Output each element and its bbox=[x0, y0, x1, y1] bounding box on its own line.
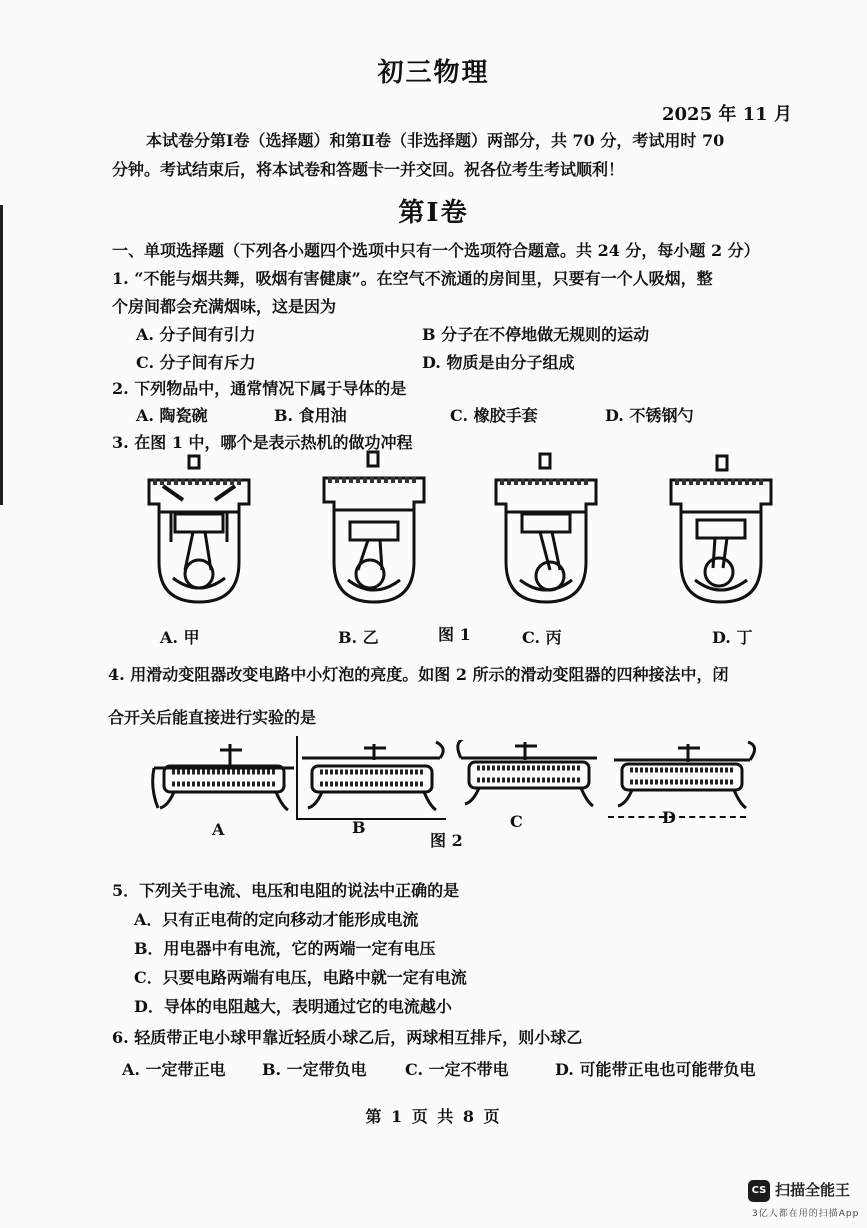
q3-stem: 3. 在图 1 中，哪个是表示热机的做功冲程 bbox=[112, 433, 413, 452]
q1-option-c: C. 分子间有斥力 bbox=[136, 353, 256, 372]
q3-option-c: C. 丙 bbox=[522, 628, 562, 647]
q1-stem-line-1: 1. “不能与烟共舞，吸烟有害健康”。在空气不流通的房间里，只要有一个人吸烟，整 bbox=[112, 269, 713, 288]
figure-2-caption: 图 2 bbox=[430, 831, 463, 850]
q1-option-d: D. 物质是由分子组成 bbox=[422, 353, 575, 372]
q1-stem-line-2: 个房间都会充满烟味，这是因为 bbox=[112, 297, 337, 316]
q2-option-a: A. 陶瓷碗 bbox=[136, 406, 208, 425]
rheostat-diagram-a bbox=[150, 740, 300, 818]
q4-option-c: C bbox=[510, 812, 523, 831]
page-number: 第 1 页 共 8 页 bbox=[365, 1107, 502, 1126]
q5-option-a: A．只有正电荷的定向移动才能形成电流 bbox=[134, 910, 419, 929]
scanner-app-name: 扫描全能王 bbox=[775, 1181, 851, 1199]
q6-option-d: D. 可能带正电也可能带负电 bbox=[555, 1060, 756, 1079]
q6-option-b: B. 一定带负电 bbox=[262, 1060, 367, 1079]
q5-option-d: D．导体的电阻越大，表明通过它的电流越小 bbox=[134, 997, 452, 1016]
q3-option-b: B. 乙 bbox=[338, 628, 379, 647]
q4-stem-line-2: 合开关后能直接进行实验的是 bbox=[108, 708, 317, 727]
engine-diagram-a bbox=[143, 450, 255, 612]
part1-heading: 一、单项选择题（下列各小题四个选项中只有一个选项符合题意。共 24 分，每小题 2 分） bbox=[112, 241, 760, 260]
engine-diagram-b bbox=[318, 450, 430, 612]
q4-stem-line-1: 4. 用滑动变阻器改变电路中小灯泡的亮度。如图 2 所示的滑动变阻器的四种接法中，闭 bbox=[108, 665, 729, 684]
rheostat-diagram-d bbox=[608, 740, 758, 818]
q4-option-b: B bbox=[352, 818, 366, 837]
q5-stem: 5．下列关于电流、电压和电阻的说法中正确的是 bbox=[112, 881, 460, 900]
q5-option-c: C．只要电路两端有电压，电路中就一定有电流 bbox=[134, 968, 467, 987]
exam-title: 初三物理 bbox=[377, 58, 490, 88]
q6-option-c: C. 一定不带电 bbox=[405, 1060, 509, 1079]
q1-option-b: B 分子在不停地做无规则的运动 bbox=[422, 325, 650, 344]
q6-option-a: A. 一定带正电 bbox=[122, 1060, 226, 1079]
q2-stem: 2. 下列物品中，通常情况下属于导体的是 bbox=[112, 379, 407, 398]
q2-option-b: B. 食用油 bbox=[274, 406, 347, 425]
rheostat-diagram-c bbox=[455, 740, 605, 818]
camscanner-logo-icon: CS bbox=[748, 1180, 770, 1202]
exam-date: 2025 年 11 月 bbox=[662, 104, 792, 125]
q2-option-d: D. 不锈钢勺 bbox=[605, 406, 694, 425]
wire-b-horizontal bbox=[296, 818, 446, 820]
q2-option-c: C. 橡胶手套 bbox=[450, 406, 538, 425]
q4-option-a: A bbox=[212, 820, 225, 839]
rheostat-diagram-b bbox=[298, 740, 448, 818]
intro-line-1: 本试卷分第Ⅰ卷（选择题）和第Ⅱ卷（非选择题）两部分，共 70 分，考试用时 70 bbox=[146, 131, 725, 150]
figure-1-caption: 图 1 bbox=[438, 625, 471, 644]
q3-option-a: A. 甲 bbox=[160, 628, 200, 647]
intro-line-2: 分钟。考试结束后，将本试卷和答题卡一并交回。祝各位考生考试顺利！ bbox=[112, 160, 625, 179]
q3-option-d: D. 丁 bbox=[712, 628, 753, 647]
q6-stem: 6. 轻质带正电小球甲靠近轻质小球乙后，两球相互排斥，则小球乙 bbox=[112, 1028, 583, 1047]
q4-option-d: D bbox=[662, 808, 676, 827]
wire-d-line bbox=[608, 816, 746, 818]
q1-option-a: A. 分子间有引力 bbox=[136, 325, 256, 344]
section-title: 第Ⅰ卷 bbox=[398, 198, 469, 228]
engine-diagram-c bbox=[490, 450, 602, 612]
engine-diagram-d bbox=[665, 450, 777, 612]
scan-edge-line bbox=[0, 205, 3, 505]
q5-option-b: B．用电器中有电流，它的两端一定有电压 bbox=[134, 939, 436, 958]
scanner-tagline: 3亿人都在用的扫描App bbox=[752, 1209, 860, 1219]
